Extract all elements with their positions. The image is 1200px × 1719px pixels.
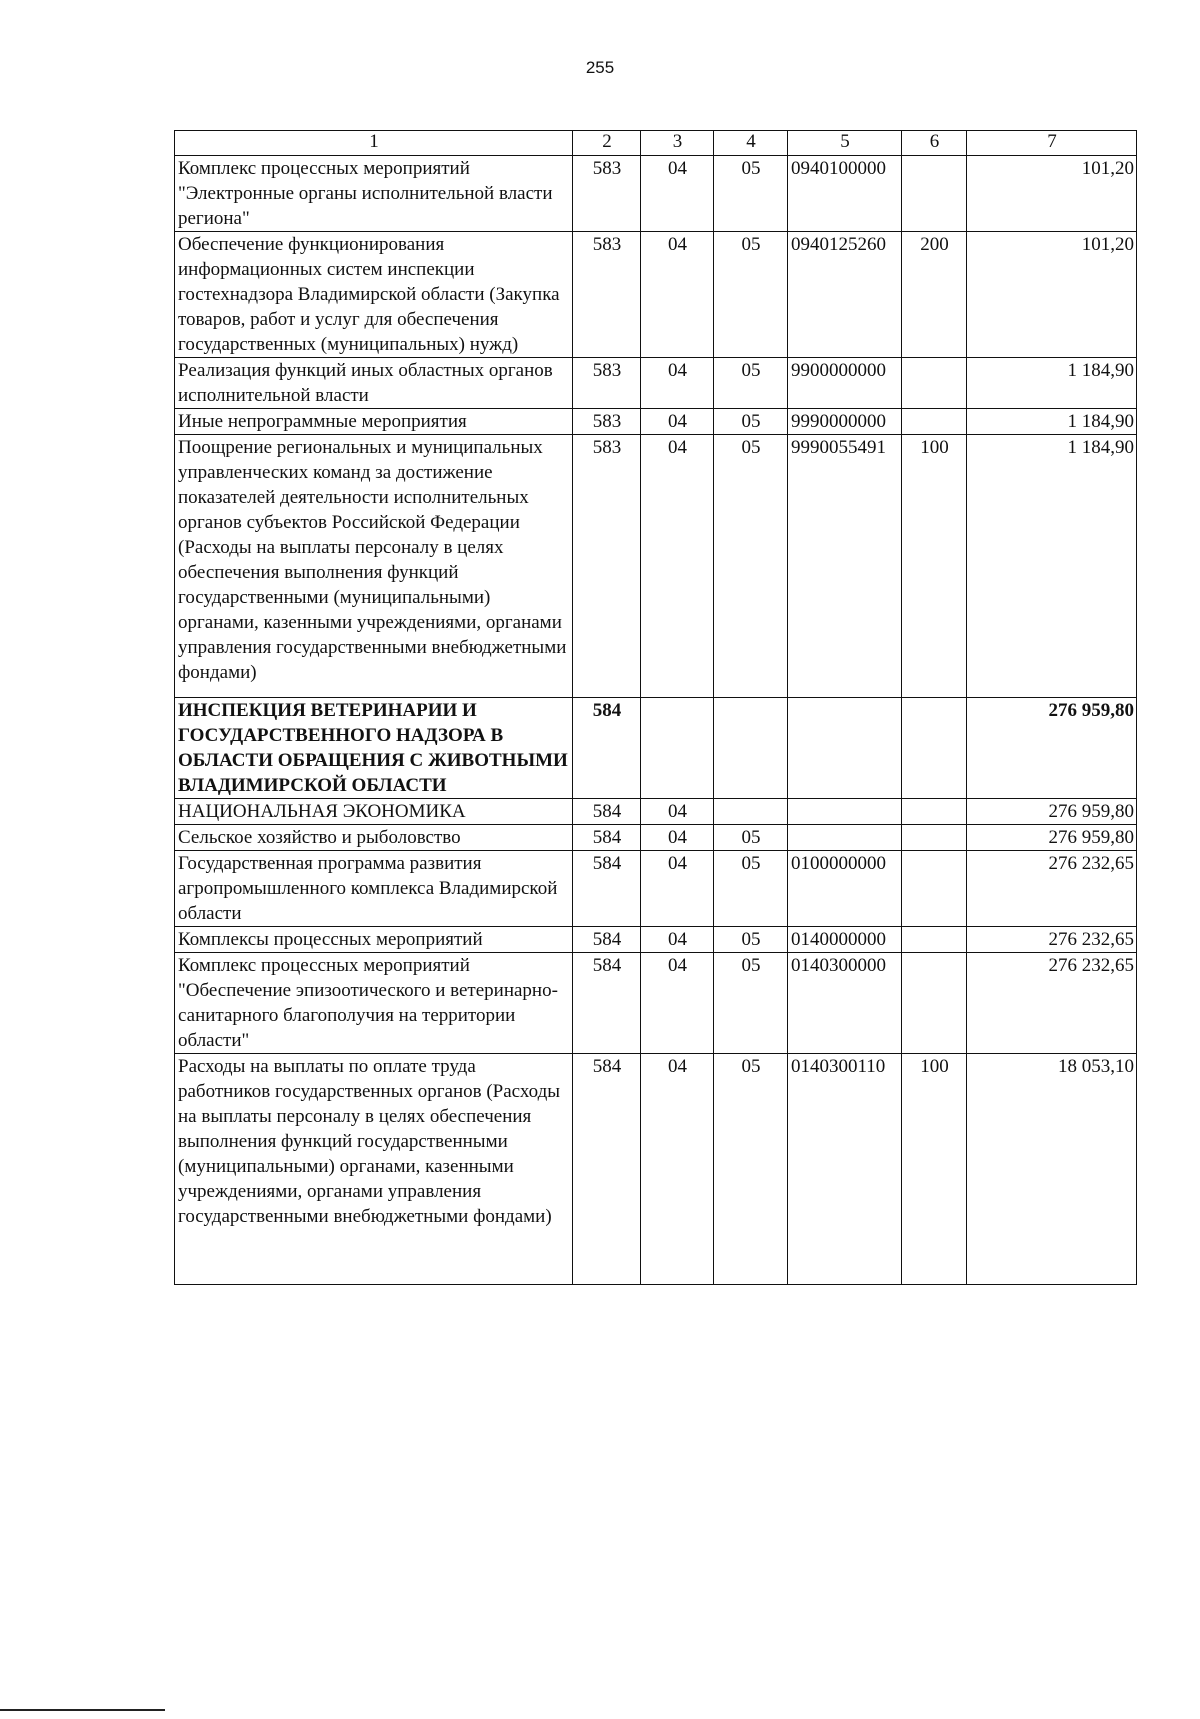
scan-edge-mark — [0, 1709, 165, 1711]
row-name: Иные непрограммные мероприятия — [175, 409, 573, 435]
row-target-article: 9990000000 — [788, 409, 902, 435]
row-name: Государственная программа развития агропромышленного комплекса Владимирской области — [175, 851, 573, 927]
row-ministry-code: 584 — [573, 1054, 641, 1285]
row-amount: 1 184,90 — [967, 358, 1137, 409]
row-ministry-code: 583 — [573, 409, 641, 435]
row-expense-type — [902, 409, 967, 435]
row-name: Реализация функций иных областных органов исполнительной власти — [175, 358, 573, 409]
table-row — [175, 1054, 1137, 1285]
row-subsection — [714, 799, 788, 825]
row-section: 04 — [641, 232, 714, 358]
row-expense-type — [902, 358, 967, 409]
row-subsection: 05 — [714, 953, 788, 1054]
page-number: 255 — [585, 58, 615, 77]
row-name: Комплексы процессных мероприятий — [175, 927, 573, 953]
table-row — [175, 409, 1137, 435]
column-header-5: 5 — [788, 131, 902, 156]
table-row — [175, 825, 1137, 851]
row-subsection: 05 — [714, 1054, 788, 1285]
row-expense-type — [902, 927, 967, 953]
row-section: 04 — [641, 409, 714, 435]
row-expense-type: 100 — [902, 435, 967, 698]
column-header-4: 4 — [714, 131, 788, 156]
row-subsection: 05 — [714, 232, 788, 358]
row-amount: 276 232,65 — [967, 953, 1137, 1054]
row-expense-type — [902, 799, 967, 825]
row-name: Комплекс процессных мероприятий "Электронные органы исполнительной власти региона" — [175, 156, 573, 232]
row-amount: 276 232,65 — [967, 927, 1137, 953]
row-subsection: 05 — [714, 825, 788, 851]
row-name: НАЦИОНАЛЬНАЯ ЭКОНОМИКА — [175, 799, 573, 825]
row-ministry-code: 584 — [573, 953, 641, 1054]
row-section: 04 — [641, 435, 714, 698]
table-row — [175, 953, 1137, 1054]
row-subsection — [714, 698, 788, 799]
row-subsection: 05 — [714, 409, 788, 435]
row-ministry-code: 583 — [573, 156, 641, 232]
row-section: 04 — [641, 825, 714, 851]
row-subsection: 05 — [714, 927, 788, 953]
table-row — [175, 435, 1137, 698]
row-amount: 1 184,90 — [967, 435, 1137, 698]
row-amount: 276 959,80 — [967, 698, 1137, 799]
table-row-department — [175, 698, 1137, 799]
row-expense-type — [902, 953, 967, 1054]
table-row — [175, 358, 1137, 409]
row-target-article: 9990055491 — [788, 435, 902, 698]
row-ministry-code: 583 — [573, 232, 641, 358]
row-expense-type: 200 — [902, 232, 967, 358]
row-ministry-code: 583 — [573, 435, 641, 698]
row-target-article — [788, 698, 902, 799]
row-section — [641, 698, 714, 799]
row-target-article — [788, 825, 902, 851]
column-header-1: 1 — [175, 131, 573, 156]
row-section: 04 — [641, 156, 714, 232]
row-target-article: 0940125260 — [788, 232, 902, 358]
column-header-7: 7 — [967, 131, 1137, 156]
row-target-article: 9900000000 — [788, 358, 902, 409]
row-ministry-code: 584 — [573, 825, 641, 851]
row-amount: 18 053,10 — [967, 1054, 1137, 1285]
row-name: Комплекс процессных мероприятий "Обеспечение эпизоотического и ветеринарно-санитарного благополучия на территории области" — [175, 953, 573, 1054]
column-header-6: 6 — [902, 131, 967, 156]
row-subsection: 05 — [714, 435, 788, 698]
row-name: Поощрение региональных и муниципальных управленческих команд за достижение показателей деятельности исполнительных органов субъектов Российской Федерации (Расходы на выплаты персоналу в целях обеспечения выполнения функций государственными (муниципальными) органами, казенными учреждениями, органами управления государственными внебюджетными фондами) — [175, 435, 573, 698]
row-target-article — [788, 799, 902, 825]
row-amount: 101,20 — [967, 156, 1137, 232]
row-target-article: 0940100000 — [788, 156, 902, 232]
row-section: 04 — [641, 358, 714, 409]
row-section: 04 — [641, 953, 714, 1054]
row-expense-type: 100 — [902, 1054, 967, 1285]
table-row — [175, 799, 1137, 825]
row-name: ИНСПЕКЦИЯ ВЕТЕРИНАРИИ И ГОСУДАРСТВЕННОГО НАДЗОРА В ОБЛАСТИ ОБРАЩЕНИЯ С ЖИВОТНЫМИ ВЛАДИМИРСКОЙ ОБЛАСТИ — [175, 698, 573, 799]
row-target-article: 0100000000 — [788, 851, 902, 927]
row-target-article: 0140300110 — [788, 1054, 902, 1285]
row-ministry-code: 584 — [573, 799, 641, 825]
row-target-article: 0140000000 — [788, 927, 902, 953]
row-name: Сельское хозяйство и рыболовство — [175, 825, 573, 851]
table-row — [175, 851, 1137, 927]
row-expense-type — [902, 156, 967, 232]
row-amount: 276 959,80 — [967, 825, 1137, 851]
row-expense-type — [902, 698, 967, 799]
row-name: Расходы на выплаты по оплате труда работников государственных органов (Расходы на выплаты персоналу в целях обеспечения выполнения функций государственными (муниципальными) органами, казенными учреждениями, органами управления государственными внебюджетными фондами) — [175, 1054, 573, 1285]
table-row — [175, 156, 1137, 232]
column-header-2: 2 — [573, 131, 641, 156]
row-section: 04 — [641, 851, 714, 927]
row-name: Обеспечение функционирования информационных систем инспекции гостехнадзора Владимирской области (Закупка товаров, работ и услуг для обеспечения государственных (муниципальных) нужд) — [175, 232, 573, 358]
row-expense-type — [902, 851, 967, 927]
row-amount: 101,20 — [967, 232, 1137, 358]
row-ministry-code: 584 — [573, 927, 641, 953]
row-ministry-code: 584 — [573, 851, 641, 927]
row-subsection: 05 — [714, 851, 788, 927]
column-header-3: 3 — [641, 131, 714, 156]
row-section: 04 — [641, 927, 714, 953]
row-target-article: 0140300000 — [788, 953, 902, 1054]
table-header-row — [175, 131, 1137, 156]
row-section: 04 — [641, 799, 714, 825]
row-amount: 276 959,80 — [967, 799, 1137, 825]
table-row — [175, 927, 1137, 953]
row-amount: 276 232,65 — [967, 851, 1137, 927]
row-subsection: 05 — [714, 156, 788, 232]
row-expense-type — [902, 825, 967, 851]
row-amount: 1 184,90 — [967, 409, 1137, 435]
row-ministry-code: 583 — [573, 358, 641, 409]
row-subsection: 05 — [714, 358, 788, 409]
row-section: 04 — [641, 1054, 714, 1285]
row-ministry-code: 584 — [573, 698, 641, 799]
table-row — [175, 232, 1137, 358]
budget-table — [174, 130, 1137, 1285]
